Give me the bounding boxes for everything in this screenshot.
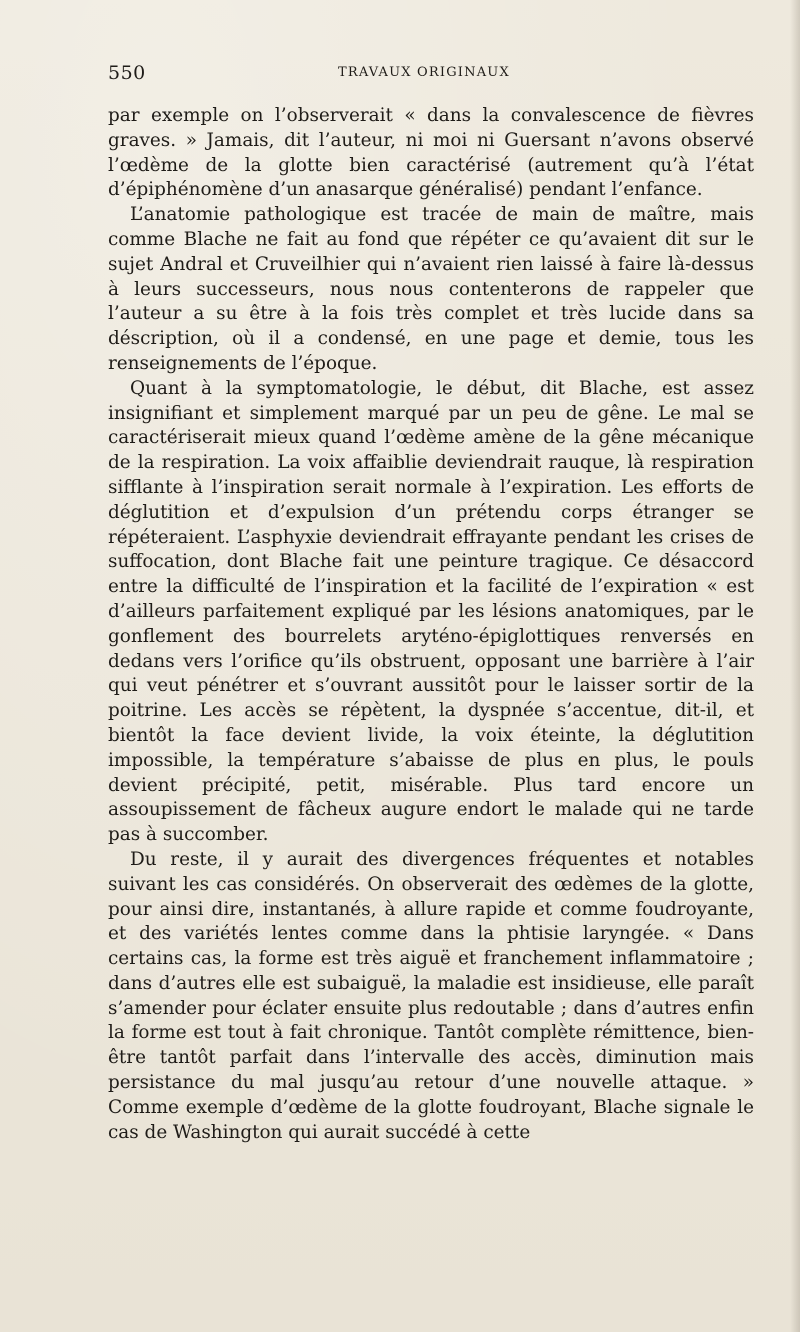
page-header [108, 62, 758, 88]
page-number: 550 [108, 62, 146, 84]
paragraph-anatomy: L’anatomie pathologique est tracée de main de maître, mais comme Blache ne fait au fond que répéter ce qu’avaient dit sur le sujet Andral et Cruveilhier qui n’avaient rien laissé à faire là-dessus à leurs successeurs, nous nous contenterons de rappeler que l’auteur a su être à la fois très complet et très lucide dans sa déscription, où il a condensé, en une page et demie, tous les renseignements de l’époque. [108, 204, 754, 374]
paragraph-symptomatology: Quant à la symptomatologie, le début, dit Blache, est assez insignifiant et simplement marqué par un peu de gêne. Le mal se caractériserait mieux quand l’œdème amène de la gêne mécanique de la respiration. La voix affaiblie deviendrait rauque, là respiration sifflante à l’inspiration serait normale à l’expiration. Les efforts de déglutition et d’expulsion d’un prétendu corps étranger se répéteraient. L’asphyxie deviendrait effrayante pendant les crises de suffocation, dont Blache fait une peinture tragique. Ce désaccord entre la difficulté de l’inspiration et la facilité de l’expiration « est d’ailleurs parfaitement expliqué par les lésions anatomiques, par le gonflement des bourrelets aryténo-épiglottiques renversés en dedans vers l’orifice qu’ils obstruent, opposant une barrière à l’air qui veut pénétrer et s’ouvrant aussitôt pour le laisser sortir de la poitrine. Les accès se répètent, la dyspnée s’accentue, dit-il, et bientôt la face devient livide, la voix éteinte, la déglutition impossible, la température s’abaisse de plus en plus, le pouls devient précipité, petit, misérable. Plus tard encore un assoupissement de fâcheux augure endort le malade qui ne tarde pas à succomber. [108, 377, 754, 846]
paragraph-divergences: Du reste, il y aurait des divergences fréquentes et notables suivant les cas considérés. On observerait des œdèmes de la glotte, pour ainsi dire, instantanés, à allure rapide et comme foudroyante, et des variétés lentes comme dans la phtisie laryngée. « Dans certains cas, la forme est très aiguë et franchement inflammatoire ; dans d’autres elle est subaiguë, la maladie est insidieuse, elle paraît s’amender pour éclater ensuite plus redoutable ; dans d’autres enfin la forme est tout à fait chronique. Tantôt complète rémittence, bien-être tantôt parfait dans l’intervalle des accès, diminution mais persistance du mal jusqu’au retour d’une nouvelle attaque. » Comme exemple d’œdème de la glotte foudroyant, Blache signale le cas de Washington qui aurait succédé à cette [108, 848, 754, 1143]
body-text [108, 104, 754, 1145]
running-title: TRAVAUX ORIGINAUX [338, 65, 510, 80]
page-edge-shadow [790, 0, 800, 1332]
paragraph-continuation: par exemple on l’observerait « dans la convalescence de fièvres graves. » Jamais, dit l’auteur, ni moi ni Guersant n’avons observé l’œdème de la glotte bien caractérisé (autrement qu’à l’état d’épiphénomène d’un anasarque généralisé) pendant l’enfance. [108, 105, 754, 201]
